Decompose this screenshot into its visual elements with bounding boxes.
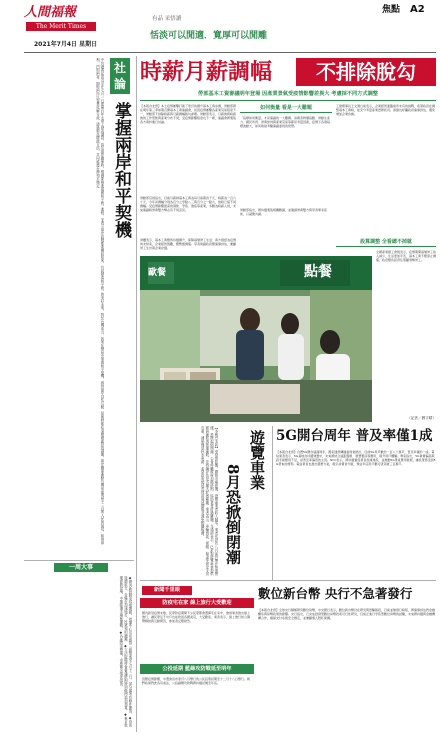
lead-sub1-title: 如何衡量 看是一大難題 (240, 104, 332, 113)
masthead (0, 0, 440, 58)
photo-sign-right: 點餐 (304, 264, 332, 280)
lead-subhead-rule (140, 100, 436, 101)
fiveg-headline: 5G開台周年 普及率僅1成 (276, 428, 433, 444)
news-box-body-1: 國內新冠疫情未歇，民眾防疫期間不少民眾都會選擇宅在家中，旅遊業者推出線上旅行，讓民眾足不出戶也能欣賞各國美景，大受歡迎。業者表示，線上旅行結合導覽解說與互動問答，參加者反應熱烈。 (142, 611, 251, 623)
currency-body: 【本報台北訊】全球央行積極研究數位貨幣，中央銀行表示，數位新台幣仍在研究與實驗階段，目前並無發行時程，將審慎評估對金融體系與貨幣政策的影響。央行指出，已完成批發型數位貨幣技術可行性研究，目前正進行零售型數位貨幣的試驗，未來將持續與金融機構合作，確保支付系統安全穩定，並兼顧個人隱私保護。 (258, 608, 436, 620)
logo-cn: 人間福報 (24, 5, 77, 20)
section-label: 焦點 (382, 5, 401, 15)
editorial (24, 54, 134, 554)
editorial-body: 中共總書記習近平在七月一日建黨百年大會上發表講話，談及兩岸關係時，強調要推進祖國和平統一進程，並表示兩岸同胞都要團結起來，共同創造和平統一的美好未來。對於台灣而言，如何在變局中掌握和平契機，維持兩岸良性互動，是朝野都必須嚴肅面對的課題。兩岸關係牽動台灣前途與兩千三百萬人民的福祉，和則兩利，鬥則兩害。期盼兩岸以智慧化解分歧，透過對話增進互信，共同維護台海和平穩定。 (95, 58, 104, 545)
lead-body-1: 【本報台北訊】本土疫情衝擊打亂了原訂的調升基本工資步調，勞動部將在明年第三季如期召開基本工資審議會，但因疫情衝擊各產業景氣程度不一，勞動部不排除時薪與月薪調幅脫勾處理。勞動部表示，月薪族與時薪族的工作型態與產業分布不同，受疫情影響程度也不一樣，審議會將蒐集各方資料進行討論。 (140, 104, 236, 124)
editorial-tag (110, 58, 130, 94)
currency-headline: 數位新台幣 央行不急著發行 (258, 586, 413, 601)
weekly-column-body: ◆國內新冠肺炎疫情趨緩，指揮中心宣布維持三級警戒至七月十二日，部分場所有條件開放。◆疫苗陸續抵台，各縣市加速施打，民眾預約踴躍。◆立法院臨時會審議紓困特別條例追加預算。◆東京奧運即將登場，中華隊選手積極備戰。◆各地防汛整備，水庫蓄水情況改善。 (118, 576, 132, 727)
lead-body-2: 勞動部官員指出，目前月薪制基本工資為每月兩萬四千元，時薪為一百六十元，今年初調幅分別為百分之零點八三與百分之一點九，當時已採不同調幅。受疫情影響最深的餐飲、零售、旅宿等產業，多數為時薪人員，未來審議時勞資雙方勢必有不同意見。 (140, 196, 236, 212)
news-box-title-2: 公投延期 藍綠攻防戰延至明年 (140, 664, 254, 674)
slogan-tag: 有品 采悟讀 (152, 16, 182, 22)
tourism-headline-b: 8月恐掀倒閉潮 (224, 464, 242, 565)
lead-body-7: 全國產業總工會則表示，疫情期間基層勞工收入減少，生活更加辛苦，基本工資不應停止調漲，政府應負起責任照顧弱勢勞工。 (376, 250, 436, 262)
editorial-tag-char-1: 社 (113, 61, 126, 75)
logo-en: The Merit Times (26, 22, 96, 31)
photo-sign-left: 歐餐 (148, 268, 167, 278)
column-divider (136, 56, 137, 732)
lead-body-5: 勞動部指出，將持續蒐集相關數據，並邀請勞資雙方與學者專家座談，以凝聚共識。 (240, 208, 328, 216)
news-box (140, 584, 254, 732)
lead-sub2-title: 設算調整 全看總不掉就 (336, 238, 436, 247)
news-box-body-2: 因應疫情影響，中選會宣布原訂八月舉行的公民投票延期至十二月十八日舉行。朝野政黨對此各有看法，公投議題攻防戰將持續延燒至年底。 (142, 677, 251, 685)
lead-subhead: 勞部基本工資審議明年登場 因產業景氣受疫情影響差異大 考慮採不同方式調整 (198, 91, 378, 97)
weekly-column-divider (24, 560, 134, 561)
vertical-divider-mid (272, 426, 273, 580)
lead-headline-a: 時薪月薪調幅 (140, 59, 273, 85)
news-box-title-1: 防疫宅在家 線上旅行大受歡迎 (140, 598, 254, 608)
tourism-headline-a: 遊覽車業 (248, 430, 266, 490)
weekly-column (24, 560, 134, 732)
lead-body-3: 勞團表示，基本工資應該持續調升，保障基層勞工生活；資方則認為疫情尚未結束，企業經營困難，應暫緩調漲。學者建議政府應審慎評估，兼顧勞工生計與企業存續。 (140, 238, 236, 250)
date-line: 2021年7月4日 星期日 (34, 41, 98, 48)
slogan: 恬淡可以閒適．寬厚可以閒雕 (150, 31, 268, 41)
editorial-title: 掌握兩岸和平契機 (111, 102, 131, 238)
weekly-column-label: 一周大事 (54, 563, 108, 572)
tourism-body: 【本報台北訊】受疫情影響，國旅市場停擺，遊覽車業者收入歸零，業者估計若八月前仍無法恢復營運，恐掀起倒閉潮。公會呼籲政府加碼紓困，協助業者度過難關。交通部表示，已針對遊覽車業提供薪資補貼與營運補貼，並持續評估是否擴大紓困範圍。業者表示，車輛貸款、保險、稅金等固定支出沉重，補貼僅是杯水車薪，希望政府能延長貸款展延期限並減免相關稅費。 (200, 426, 218, 576)
news-box-label: 新聞千里眼 (142, 586, 192, 595)
masthead-divider (24, 52, 436, 53)
editorial-tag-char-2: 論 (113, 77, 126, 91)
page-number: A2 (410, 4, 425, 15)
lead-body-4: 「指標如何衡量」才是審議的一大難題。消費者物價指數、勞動生產力、國民所得、勞資談判與產業景氣等都是考量因素，疫情下各項指標波動大，如何取捨考驗審議委員的智慧。 (240, 116, 331, 128)
tourism-story (140, 426, 270, 580)
divider-lower (140, 580, 436, 581)
lead-body-6: 工總理事長王文淵日前表示，企業經營面臨前所未有的挑戰，希望政府在調整基本工資時，能充分考量產業實際狀況。商總也呼籲政府審慎評估，避免增加企業負擔。 (336, 104, 436, 116)
lead-reporter: （記者／劉宇晴） (407, 416, 436, 420)
fiveg-body: 【本報台北訊】台灣5G開台屆滿周年，國家通訊傳播委員會統計，目前5G用戶數約一百八十萬戶，普及率僅約一成。電信業者表示，5G基地台持續建置中，未來將結合遠距醫療、智慧製造等應用，提升用戶體驗。專家指出，5G資費偏高與殺手級應用不足，是普及率偏低的主因。NCC表示，將持續督促業者加速建設，並推動5G垂直應用發展，讓民眾感受到5G帶來的便利。電信業者也推出優惠方案，吸引消費者升級，預估年底用戶數可望突破三百萬戶。 (276, 450, 436, 466)
lead-photo (140, 256, 372, 422)
lead-headline-b: 不排除脫勾 (296, 58, 436, 86)
